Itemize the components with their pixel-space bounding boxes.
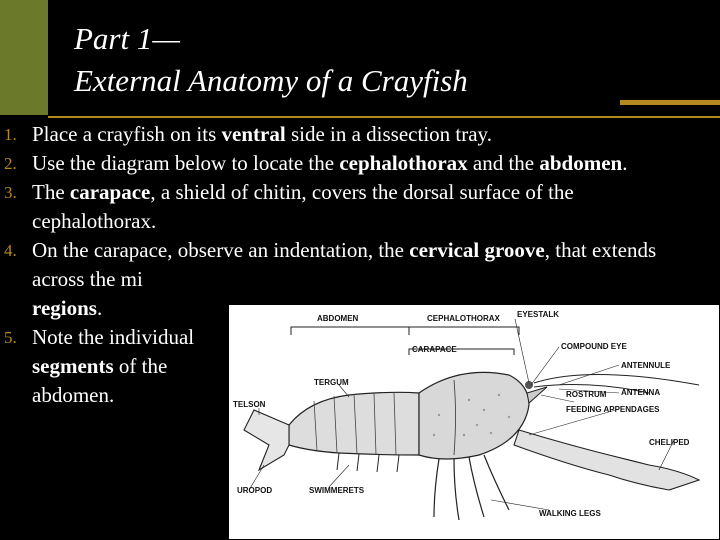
cephalothorax-shape [419,372,529,459]
label-compound-eye: COMPOUND EYE [561,342,627,351]
title-line-1: Part 1— [74,21,180,56]
swimmerets-shape [337,453,399,472]
label-cheliped: CHELIPED [649,438,690,447]
title-rule-accent [620,100,720,105]
label-carapace: CARAPACE [412,345,457,354]
list-item: 1. Place a crayfish on its ventral side in a dissection tray. [0,120,700,149]
label-abdomen: ABDOMEN [317,314,359,323]
list-item: 2. Use the diagram below to locate the cephalothorax and the abdomen. [0,149,700,178]
label-antenna: ANTENNA [621,388,661,397]
crayfish-diagram [229,305,719,539]
label-walking-legs: WALKING LEGS [539,509,601,518]
label-rostrum: ROSTRUM [566,390,607,399]
title-rule [48,116,720,118]
label-swimmerets: SWIMMERETS [309,486,365,495]
list-item: 3. The carapace, a shield of chitin, covers the dorsal surface of the cephalothorax. [4,180,574,233]
label-uropod: UROPOD [237,486,273,495]
title-line-2: External Anatomy of a Crayfish [74,63,468,98]
list-number: 2. [4,154,17,173]
antenna-line [534,374,699,385]
label-tergum: TERGUM [314,378,349,387]
label-telson: TELSON [233,400,266,409]
list-number: 4. [4,241,17,260]
label-feeding-appendages: FEEDING APPENDAGES [566,405,660,414]
cephalothorax-bracket [409,327,519,335]
label-cephalothorax: CEPHALOTHORAX [427,314,500,323]
list-item: 4. On the carapace, observe an indentation, the cervical groove, that extends across the mi regions. [4,238,657,320]
abdomen-bracket [291,327,409,335]
list-number: 5. [4,328,17,347]
list-number: 1. [4,125,17,144]
label-antennule: ANTENNULE [621,361,671,370]
list-item: 5. Note the individual segments of the abdomen. [4,325,195,407]
list-number: 3. [4,183,17,202]
walking-legs-shape [434,455,509,520]
slide-title [74,18,468,102]
label-eyestalk: EYESTALK [517,310,560,319]
tail-fan [244,410,289,470]
rostrum-shape [527,387,547,403]
left-accent-strip [0,0,48,115]
